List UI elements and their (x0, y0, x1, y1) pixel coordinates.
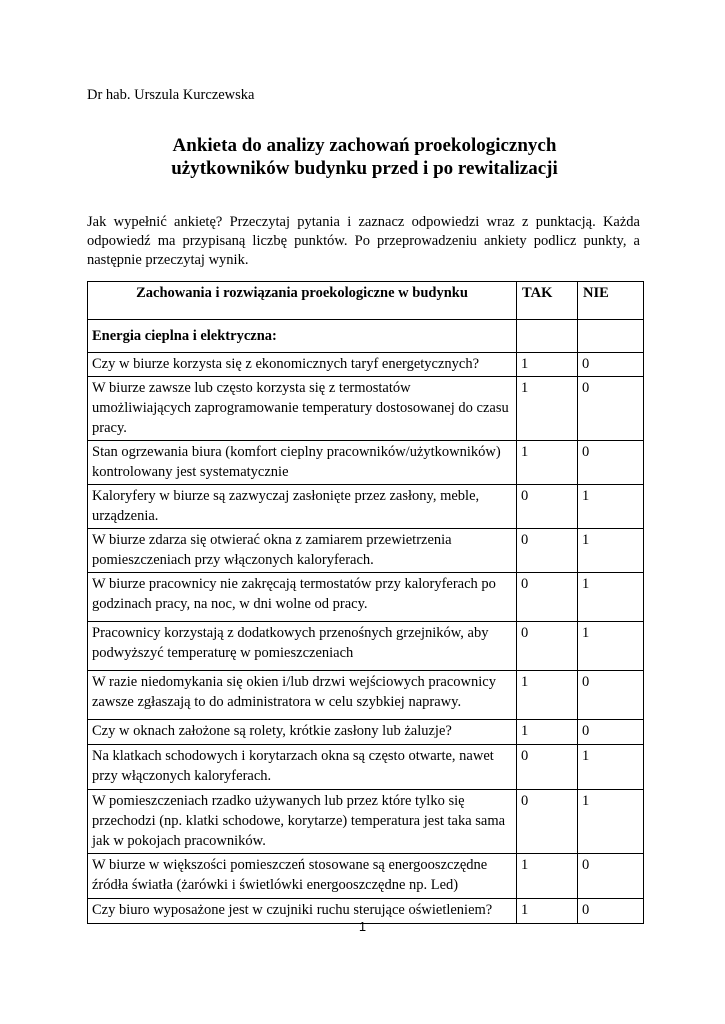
tak-points-cell: 1 (517, 854, 578, 899)
section-nie-cell (578, 320, 644, 353)
header-question: Zachowania i rozwiązania proekologiczne w budynku (88, 282, 517, 320)
nie-points-cell: 0 (578, 671, 644, 720)
header-nie: NIE (578, 282, 644, 320)
page-number: 1 (358, 919, 367, 934)
author-name: Dr hab. Urszula Kurczewska (87, 87, 255, 103)
table-row (88, 854, 644, 899)
tak-points-cell: 0 (517, 485, 578, 529)
nie-points-cell: 0 (578, 441, 644, 485)
tak-points-cell: 1 (517, 441, 578, 485)
tak-points-cell: 1 (517, 671, 578, 720)
document-title (87, 134, 642, 180)
table-row (88, 745, 644, 790)
tak-points-cell: 0 (517, 622, 578, 671)
question-cell: Pracownicy korzystają z dodatkowych przenośnych grzejników, aby podwyższyć temperaturę w pomieszczeniach (88, 622, 517, 671)
table-row (88, 790, 644, 854)
tak-points-cell: 0 (517, 790, 578, 854)
table-row (88, 353, 644, 377)
section-tak-cell (517, 320, 578, 353)
question-cell: W biurze zdarza się otwierać okna z zamiarem przewietrzenia pomieszczeniach przy włączonych kaloryferach. (88, 529, 517, 573)
nie-points-cell: 1 (578, 790, 644, 854)
question-cell: Czy w oknach założone są rolety, krótkie zasłony lub żaluzje? (88, 720, 517, 745)
nie-points-cell: 0 (578, 899, 644, 924)
table-row (88, 485, 644, 529)
nie-points-cell: 0 (578, 377, 644, 441)
table-row (88, 377, 644, 441)
question-cell: Czy biuro wyposażone jest w czujniki ruchu sterujące oświetleniem? (88, 899, 517, 924)
title-line-2: użytkowników budynku przed i po rewitalizacji (171, 158, 558, 179)
section-title: Energia cieplna i elektryczna: (88, 320, 517, 353)
table-row (88, 573, 644, 622)
tak-points-cell: 0 (517, 573, 578, 622)
tak-points-cell: 1 (517, 899, 578, 924)
question-cell: W biurze w większości pomieszczeń stosowane są energooszczędne źródła światła (żarówki i świetlówki energooszczędne np. Led) (88, 854, 517, 899)
table-row (88, 529, 644, 573)
nie-points-cell: 1 (578, 485, 644, 529)
tak-points-cell: 0 (517, 745, 578, 790)
tak-points-cell: 1 (517, 720, 578, 745)
nie-points-cell: 0 (578, 854, 644, 899)
question-cell: Stan ogrzewania biura (komfort cieplny pracowników/użytkowników) kontrolowany jest systematycznie (88, 441, 517, 485)
nie-points-cell: 1 (578, 529, 644, 573)
table-row (88, 671, 644, 720)
title-line-1: Ankieta do analizy zachowań proekologicznych (172, 135, 557, 156)
question-cell: Kaloryfery w biurze są zazwyczaj zasłonięte przez zasłony, meble, urządzenia. (88, 485, 517, 529)
header-tak: TAK (517, 282, 578, 320)
question-cell: W pomieszczeniach rzadko używanych lub przez które tylko się przechodzi (np. klatki schodowe, korytarze) temperatura jest taka sama jak w pokojach pracowników. (88, 790, 517, 854)
tak-points-cell: 1 (517, 377, 578, 441)
table-row (88, 622, 644, 671)
table-row (88, 720, 644, 745)
table-header-row (88, 282, 644, 320)
nie-points-cell: 1 (578, 573, 644, 622)
question-cell: W biurze zawsze lub często korzysta się z termostatów umożliwiających zaprogramowanie temperatury dostosowanej do czasu pracy. (88, 377, 517, 441)
nie-points-cell: 1 (578, 622, 644, 671)
question-cell: W razie niedomykania się okien i/lub drzwi wejściowych pracownicy zawsze zgłaszają to do administratora w celu szybkiej naprawy. (88, 671, 517, 720)
question-cell: Czy w biurze korzysta się z ekonomicznych taryf energetycznych? (88, 353, 517, 377)
nie-points-cell: 1 (578, 745, 644, 790)
survey-table (87, 281, 644, 924)
tak-points-cell: 1 (517, 353, 578, 377)
question-cell: W biurze pracownicy nie zakręcają termostatów przy kaloryferach po godzinach pracy, na noc, w dni wolne od pracy. (88, 573, 517, 622)
nie-points-cell: 0 (578, 353, 644, 377)
table-row (88, 441, 644, 485)
section-row (88, 320, 644, 353)
nie-points-cell: 0 (578, 720, 644, 745)
tak-points-cell: 0 (517, 529, 578, 573)
intro-paragraph: Jak wypełnić ankietę? Przeczytaj pytania i zaznacz odpowiedzi wraz z punktacją. Każda odpowiedź ma przypisaną liczbę punktów. Po przeprowadzeniu ankiety podlicz punkty, a następnie przeczytaj wynik. (87, 214, 640, 268)
question-cell: Na klatkach schodowych i korytarzach okna są często otwarte, nawet przy włączonych kaloryferach. (88, 745, 517, 790)
